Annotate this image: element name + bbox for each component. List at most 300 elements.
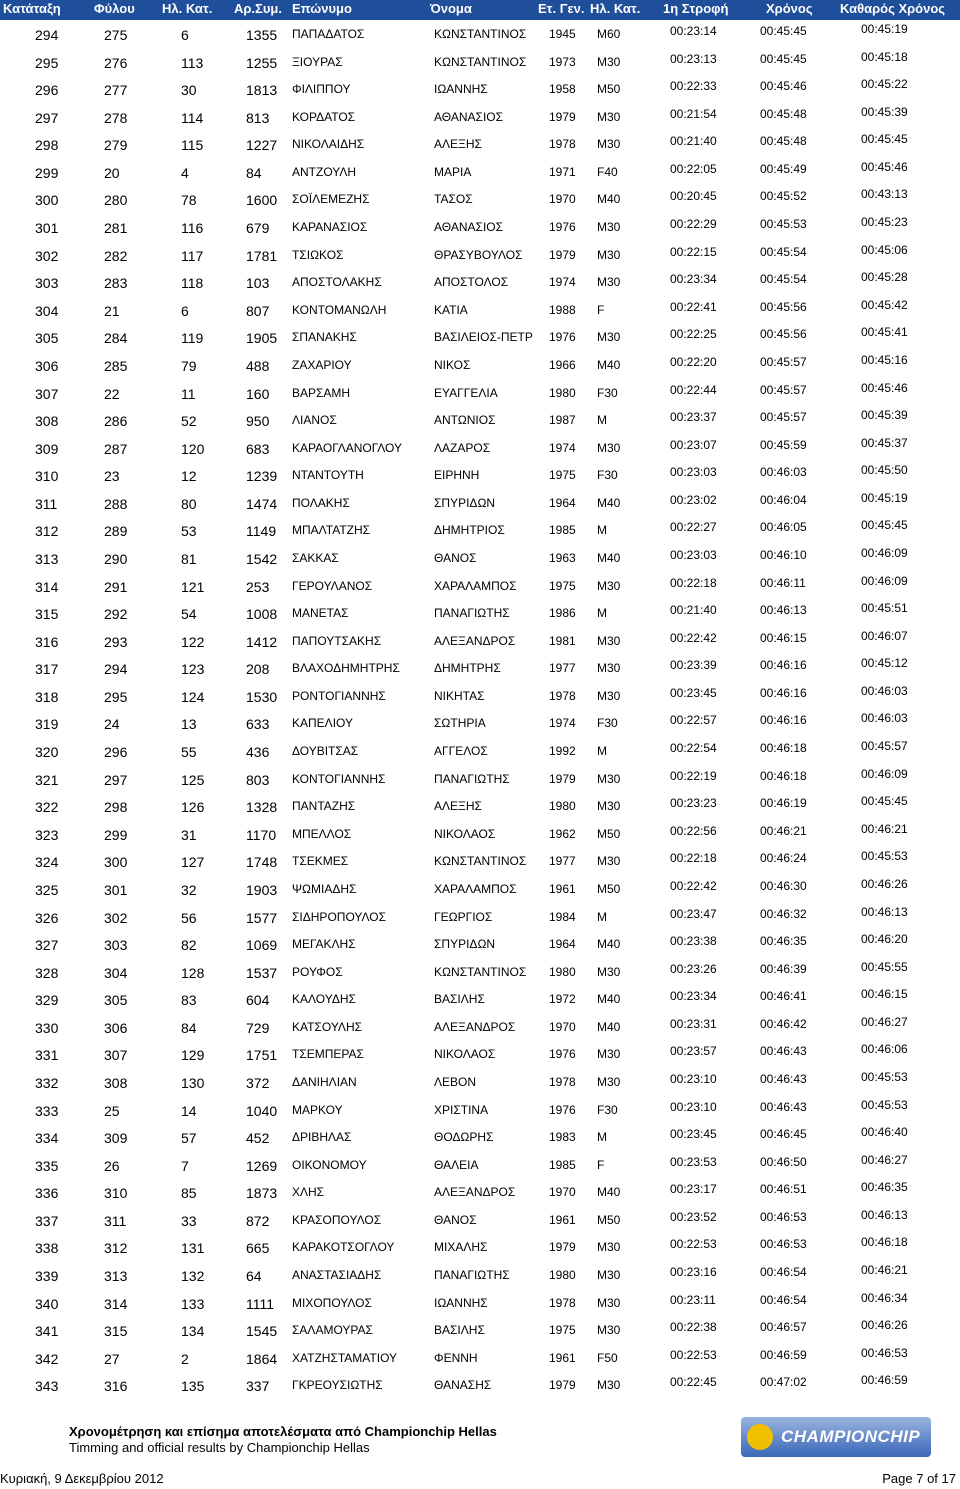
cell-time: 00:45:48 [760, 106, 807, 121]
cell-first-lap: 00:22:18 [670, 575, 717, 590]
cell-time: 00:46:32 [760, 906, 807, 921]
cell-age-cat: M30 [597, 247, 621, 262]
cell-net-time: 00:45:45 [861, 132, 908, 147]
cell-firstname: ΙΩΑΝΝΗΣ [434, 1295, 488, 1310]
cell-rank: 302 [35, 247, 59, 264]
cell-gender-rank: 308 [104, 1074, 128, 1091]
cell-age-cat: M30 [597, 1378, 621, 1393]
cell-bib: 803 [246, 771, 270, 788]
cell-birth-year: 1988 [549, 302, 576, 317]
cell-surname: ΛΙΑΝΟΣ [292, 413, 337, 428]
cell-rank: 333 [35, 1102, 59, 1119]
cell-net-time: 00:45:45 [861, 794, 908, 809]
cell-first-lap: 00:23:10 [670, 1071, 717, 1086]
cell-bib: 950 [246, 413, 270, 430]
cell-age-cat: M30 [597, 633, 621, 648]
table-row [0, 1372, 960, 1400]
table-row [0, 297, 960, 325]
cell-bib: 872 [246, 1212, 270, 1229]
cell-age-cat: M40 [597, 550, 621, 565]
cell-age-cat-rank: 79 [181, 357, 197, 374]
table-row [0, 1152, 960, 1180]
cell-age-cat: F50 [597, 1350, 618, 1365]
cell-age-cat: M50 [597, 1212, 621, 1227]
cell-bib: 436 [246, 744, 270, 761]
cell-gender-rank: 20 [104, 164, 120, 181]
cell-gender-rank: 25 [104, 1102, 120, 1119]
cell-rank: 330 [35, 1019, 59, 1036]
table-row [0, 21, 960, 49]
cell-time: 00:45:45 [760, 24, 807, 38]
cell-age-cat-rank: 53 [181, 523, 197, 540]
cell-surname: ΜΠΕΛΛΟΣ [292, 826, 352, 841]
cell-age-cat: M30 [597, 1047, 621, 1062]
cell-first-lap: 00:22:25 [670, 327, 717, 342]
cell-age-cat: F30 [597, 385, 618, 400]
cell-age-cat-rank: 113 [181, 54, 204, 71]
cell-rank: 313 [35, 550, 59, 567]
cell-birth-year: 1975 [549, 1323, 576, 1338]
cell-age-cat: M30 [597, 854, 621, 869]
cell-surname: ΠΑΠΑΔΑΤΟΣ [292, 27, 365, 41]
cell-bib: 1600 [246, 192, 278, 209]
cell-firstname: ΑΘΑΝΑΣΙΟΣ [434, 220, 504, 235]
cell-first-lap: 00:22:27 [670, 520, 717, 535]
cell-birth-year: 1980 [549, 799, 576, 814]
cell-rank: 310 [35, 468, 59, 485]
cell-bib: 64 [246, 1268, 262, 1285]
cell-bib: 1813 [246, 82, 278, 99]
cell-net-time: 00:46:13 [861, 904, 908, 919]
cell-first-lap: 00:23:17 [670, 1182, 717, 1197]
cell-surname: ΚΑΡΑΝΑΣΙΟΣ [292, 220, 368, 235]
cell-surname: ΦΙΛΙΠΠΟΥ [292, 82, 351, 97]
cell-surname: ΜΑΡΚΟΥ [292, 1102, 343, 1117]
championchip-logo [741, 1417, 931, 1457]
cell-gender-rank: 291 [104, 578, 128, 595]
table-row [0, 76, 960, 104]
cell-net-time: 00:46:26 [861, 1318, 908, 1333]
cell-firstname: ΑΛΕΞΗΣ [434, 799, 482, 814]
cell-birth-year: 1978 [549, 1074, 576, 1089]
cell-age-cat: M30 [597, 688, 621, 703]
table-row [0, 545, 960, 573]
cell-first-lap: 00:23:23 [670, 796, 717, 811]
cell-net-time: 00:46:03 [861, 711, 908, 726]
cell-gender-rank: 23 [104, 468, 120, 485]
cell-age-cat-rank: 82 [181, 937, 197, 954]
cell-gender-rank: 303 [104, 937, 128, 954]
cell-time: 00:46:24 [760, 851, 807, 866]
cell-time: 00:46:41 [760, 989, 807, 1004]
table-row [0, 628, 960, 656]
cell-gender-rank: 289 [104, 523, 128, 540]
cell-rank: 321 [35, 771, 59, 788]
cell-bib: 1355 [246, 27, 278, 43]
cell-age-cat: M40 [597, 937, 621, 952]
cell-surname: ΚΡΑΣΟΠΟΥΛΟΣ [292, 1212, 382, 1227]
cell-birth-year: 1986 [549, 606, 576, 621]
cell-age-cat-rank: 33 [181, 1212, 197, 1229]
cell-gender-rank: 27 [104, 1350, 120, 1367]
col-time: Χρόνος [766, 1, 813, 16]
cell-birth-year: 1976 [549, 330, 576, 345]
cell-net-time: 00:45:50 [861, 463, 908, 478]
col-birth-year: Ετ. Γεν. [538, 1, 585, 16]
cell-age-cat: M30 [597, 964, 621, 979]
cell-firstname: ΑΛΕΞΑΝΔΡΟΣ [434, 1185, 516, 1200]
cell-first-lap: 00:23:37 [670, 410, 717, 425]
cell-first-lap: 00:22:20 [670, 354, 717, 369]
cell-birth-year: 1963 [549, 550, 576, 565]
cell-firstname: ΑΝΤΩΝΙΟΣ [434, 413, 496, 428]
cell-rank: 298 [35, 137, 59, 154]
cell-first-lap: 00:23:34 [670, 989, 717, 1004]
table-row [0, 1345, 960, 1373]
cell-time: 00:46:59 [760, 1347, 807, 1362]
cell-first-lap: 00:22:41 [670, 299, 717, 314]
cell-time: 00:46:43 [760, 1099, 807, 1114]
cell-time: 00:46:16 [760, 713, 807, 728]
cell-age-cat-rank: 13 [181, 716, 197, 733]
table-row [0, 793, 960, 821]
cell-gender-rank: 315 [104, 1323, 128, 1340]
cell-age-cat-rank: 132 [181, 1268, 205, 1285]
cell-net-time: 00:46:09 [861, 545, 908, 560]
cell-age-cat: M30 [597, 1074, 621, 1089]
cell-time: 00:45:57 [760, 410, 807, 425]
cell-first-lap: 00:22:44 [670, 382, 717, 397]
cell-birth-year: 1961 [549, 881, 576, 896]
cell-age-cat-rank: 81 [181, 550, 197, 567]
cell-surname: ΣΙΔΗΡΟΠΟΥΛΟΣ [292, 909, 387, 924]
cell-time: 00:45:49 [760, 161, 807, 176]
cell-rank: 334 [35, 1130, 59, 1147]
cell-gender-rank: 302 [104, 909, 128, 926]
cell-birth-year: 1945 [549, 27, 576, 41]
cell-surname: ΜΠΑΛΤΑΤΖΗΣ [292, 523, 371, 538]
cell-birth-year: 1984 [549, 909, 576, 924]
cell-rank: 311 [35, 495, 58, 512]
page-number: Page 7 of 17 [882, 1471, 956, 1486]
cell-time: 00:46:10 [760, 547, 807, 562]
cell-bib: 1903 [246, 881, 278, 898]
cell-net-time: 00:45:23 [861, 215, 908, 230]
cell-net-time: 00:43:13 [861, 187, 908, 202]
cell-first-lap: 00:22:53 [670, 1237, 717, 1252]
cell-age-cat: M [597, 523, 607, 538]
cell-age-cat-rank: 119 [181, 330, 204, 347]
table-row [0, 1262, 960, 1290]
cell-gender-rank: 286 [104, 413, 128, 430]
cell-rank: 296 [35, 82, 59, 99]
cell-gender-rank: 293 [104, 633, 128, 650]
cell-age-cat-rank: 80 [181, 495, 197, 512]
championchip-mark-icon [747, 1424, 773, 1450]
cell-age-cat-rank: 120 [181, 440, 205, 457]
cell-rank: 304 [35, 302, 59, 319]
cell-birth-year: 1964 [549, 937, 576, 952]
cell-net-time: 00:46:53 [861, 1345, 908, 1360]
cell-firstname: ΚΑΤΙΑ [434, 302, 468, 317]
cell-gender-rank: 307 [104, 1047, 128, 1064]
cell-net-time: 00:45:55 [861, 959, 908, 974]
cell-age-cat-rank: 130 [181, 1074, 205, 1091]
cell-surname: ΠΑΝΤΑΖΗΣ [292, 799, 356, 814]
cell-gender-rank: 275 [104, 27, 128, 43]
cell-birth-year: 1976 [549, 1047, 576, 1062]
cell-gender-rank: 297 [104, 771, 128, 788]
cell-time: 00:46:15 [760, 630, 807, 645]
cell-bib: 1545 [246, 1323, 278, 1340]
cell-bib: 604 [246, 992, 270, 1009]
table-row [0, 1041, 960, 1069]
cell-gender-rank: 24 [104, 716, 120, 733]
cell-gender-rank: 312 [104, 1240, 128, 1257]
cell-net-time: 00:46:26 [861, 876, 908, 891]
cell-bib: 1530 [246, 688, 278, 705]
cell-gender-rank: 287 [104, 440, 128, 457]
cell-rank: 297 [35, 109, 59, 126]
cell-net-time: 00:46:59 [861, 1373, 908, 1388]
cell-age-cat-rank: 57 [181, 1130, 197, 1147]
cell-bib: 1873 [246, 1185, 278, 1202]
cell-age-cat-rank: 129 [181, 1047, 205, 1064]
cell-first-lap: 00:23:03 [670, 465, 717, 480]
cell-firstname: ΓΕΩΡΓΙΟΣ [434, 909, 493, 924]
cell-first-lap: 00:23:52 [670, 1209, 717, 1224]
cell-bib: 665 [246, 1240, 270, 1257]
cell-first-lap: 00:23:53 [670, 1154, 717, 1169]
cell-first-lap: 00:22:15 [670, 244, 717, 259]
cell-time: 00:45:57 [760, 382, 807, 397]
table-row [0, 904, 960, 932]
cell-birth-year: 1975 [549, 578, 576, 593]
cell-age-cat: M30 [597, 220, 621, 235]
cell-net-time: 00:45:22 [861, 77, 908, 92]
cell-age-cat-rank: 131 [181, 1240, 205, 1257]
cell-surname: ΚΑΤΣΟΥΛΗΣ [292, 1019, 363, 1034]
cell-bib: 103 [246, 275, 270, 292]
cell-surname: ΟΙΚΟΝΟΜΟΥ [292, 1157, 367, 1172]
cell-surname: ΒΑΡΣΑΜΗ [292, 385, 351, 400]
cell-age-cat: M30 [597, 1295, 621, 1310]
cell-time: 00:45:54 [760, 272, 807, 287]
cell-net-time: 00:46:27 [861, 1152, 908, 1167]
cell-surname: ΔΟΥΒΙΤΣΑΣ [292, 744, 359, 759]
cell-net-time: 00:46:35 [861, 1180, 908, 1195]
cell-time: 00:46:21 [760, 823, 807, 838]
cell-rank: 342 [35, 1350, 59, 1367]
cell-rank: 301 [35, 220, 59, 237]
cell-surname: ΣΑΛΑΜΟΥΡΑΣ [292, 1323, 373, 1338]
cell-gender-rank: 304 [104, 964, 128, 981]
cell-firstname: ΘΑΝΟΣ [434, 550, 477, 565]
cell-first-lap: 00:22:33 [670, 79, 717, 94]
cell-gender-rank: 316 [104, 1378, 128, 1395]
cell-first-lap: 00:23:38 [670, 934, 717, 949]
cell-age-cat-rank: 117 [181, 247, 204, 264]
cell-age-cat-rank: 128 [181, 964, 205, 981]
cell-rank: 299 [35, 164, 59, 181]
cell-net-time: 00:45:19 [861, 22, 908, 36]
cell-age-cat-rank: 78 [181, 192, 197, 209]
cell-age-cat-rank: 134 [181, 1323, 205, 1340]
cell-surname: ΜΑΝΕΤΑΣ [292, 606, 349, 621]
table-row [0, 49, 960, 77]
cell-gender-rank: 314 [104, 1295, 128, 1312]
cell-surname: ΡΟΝΤΟΓΙΑΝΝΗΣ [292, 688, 386, 703]
cell-age-cat-rank: 85 [181, 1185, 197, 1202]
cell-net-time: 00:45:42 [861, 297, 908, 312]
cell-birth-year: 1977 [549, 661, 576, 676]
cell-first-lap: 00:23:47 [670, 906, 717, 921]
cell-net-time: 00:46:06 [861, 1042, 908, 1057]
table-row [0, 159, 960, 187]
table-row [0, 242, 960, 270]
cell-firstname: ΝΙΚΟΛΑΟΣ [434, 1047, 496, 1062]
cell-net-time: 00:45:28 [861, 270, 908, 285]
cell-bib: 1474 [246, 495, 278, 512]
cell-age-cat: M40 [597, 1019, 621, 1034]
cell-gender-rank: 296 [104, 744, 128, 761]
cell-time: 00:45:48 [760, 134, 807, 149]
cell-age-cat-rank: 122 [181, 633, 205, 650]
cell-rank: 324 [35, 854, 59, 871]
cell-bib: 1577 [246, 909, 278, 926]
cell-net-time: 00:46:21 [861, 1263, 908, 1278]
cell-gender-rank: 295 [104, 688, 128, 705]
col-net-time: Καθαρός Χρόνος [840, 1, 946, 16]
cell-first-lap: 00:22:42 [670, 878, 717, 893]
cell-gender-rank: 281 [104, 220, 128, 237]
cell-first-lap: 00:22:53 [670, 1347, 717, 1362]
cell-surname: ΨΩΜΙΑΔΗΣ [292, 881, 357, 896]
cell-rank: 319 [35, 716, 59, 733]
cell-surname: ΔΡΙΒΗΛΑΣ [292, 1130, 352, 1145]
cell-surname: ΝΙΚΟΛΑΙΔΗΣ [292, 137, 365, 152]
cell-first-lap: 00:23:57 [670, 1044, 717, 1059]
cell-bib: 633 [246, 716, 270, 733]
cell-gender-rank: 301 [104, 881, 128, 898]
cell-net-time: 00:46:03 [861, 683, 908, 698]
cell-rank: 335 [35, 1157, 59, 1174]
cell-firstname: ΘΡΑΣΥΒΟΥΛΟΣ [434, 247, 523, 262]
col-first-lap: 1η Στροφή [663, 1, 729, 16]
cell-bib: 1149 [246, 523, 277, 540]
cell-age-cat: M [597, 413, 607, 428]
cell-birth-year: 1976 [549, 220, 576, 235]
table-row [0, 738, 960, 766]
cell-rank: 340 [35, 1295, 59, 1312]
cell-bib: 1905 [246, 330, 278, 347]
cell-rank: 325 [35, 881, 59, 898]
cell-firstname: ΝΙΚΟΣ [434, 357, 471, 372]
cell-firstname: ΘΟΔΩΡΗΣ [434, 1130, 494, 1145]
cell-age-cat-rank: 31 [181, 826, 197, 843]
cell-net-time: 00:46:27 [861, 1014, 908, 1029]
cell-firstname: ΚΩΝΣΤΑΝΤΙΝΟΣ [434, 964, 527, 979]
table-row [0, 1207, 960, 1235]
cell-bib: 208 [246, 661, 270, 678]
cell-rank: 332 [35, 1074, 59, 1091]
cell-first-lap: 00:23:13 [670, 51, 717, 66]
cell-firstname: ΘΑΛΕΙΑ [434, 1157, 479, 1172]
cell-first-lap: 00:22:45 [670, 1375, 717, 1390]
cell-age-cat-rank: 84 [181, 1019, 197, 1036]
cell-surname: ΔΑΝΙΗΛΙΑΝ [292, 1074, 357, 1089]
cell-rank: 300 [35, 192, 59, 209]
cell-rank: 328 [35, 964, 59, 981]
cell-rank: 317 [35, 661, 59, 678]
table-row [0, 269, 960, 297]
cell-first-lap: 00:23:02 [670, 492, 717, 507]
cell-net-time: 00:45:53 [861, 1097, 908, 1112]
cell-bib: 1040 [246, 1102, 278, 1119]
cell-age-cat: F30 [597, 716, 618, 731]
table-row [0, 131, 960, 159]
cell-birth-year: 1970 [549, 1185, 576, 1200]
cell-surname: ΠΑΠΟΥΤΣΑΚΗΣ [292, 633, 382, 648]
cell-birth-year: 1987 [549, 413, 576, 428]
cell-first-lap: 00:23:16 [670, 1265, 717, 1280]
cell-age-cat-rank: 2 [181, 1350, 189, 1367]
cell-rank: 331 [35, 1047, 59, 1064]
cell-surname: ΑΝΑΣΤΑΣΙΑΔΗΣ [292, 1268, 382, 1283]
cell-bib: 1227 [246, 137, 278, 154]
table-row [0, 959, 960, 987]
table-row [0, 600, 960, 628]
cell-surname: ΣΟΪΛΕΜΕΖΗΣ [292, 192, 370, 207]
cell-rank: 305 [35, 330, 59, 347]
cell-gender-rank: 300 [104, 854, 128, 871]
cell-birth-year: 1979 [549, 1240, 576, 1255]
cell-time: 00:45:56 [760, 299, 807, 314]
cell-rank: 294 [35, 27, 59, 43]
cell-age-cat: M50 [597, 82, 621, 97]
cell-time: 00:45:52 [760, 189, 807, 204]
cell-firstname: ΒΑΣΙΛΕΙΟΣ-ΠΕΤΡ [434, 330, 533, 345]
cell-first-lap: 00:23:39 [670, 658, 717, 673]
cell-birth-year: 1978 [549, 137, 576, 152]
cell-surname: ΚΑΠΕΛΙΟΥ [292, 716, 353, 731]
cell-age-cat-rank: 52 [181, 413, 197, 430]
table-row [0, 214, 960, 242]
cell-time: 00:46:43 [760, 1044, 807, 1059]
cell-birth-year: 1978 [549, 1295, 576, 1310]
cell-age-cat: M30 [597, 1323, 621, 1338]
cell-time: 00:46:19 [760, 796, 807, 811]
cell-net-time: 00:45:06 [861, 242, 908, 257]
cell-firstname: ΘΑΝΑΣΗΣ [434, 1378, 492, 1393]
cell-surname: ΚΑΛΟΥΔΗΣ [292, 992, 356, 1007]
cell-bib: 452 [246, 1130, 270, 1147]
cell-age-cat: M [597, 1130, 607, 1145]
cell-time: 00:46:54 [760, 1265, 807, 1280]
cell-bib: 807 [246, 302, 270, 319]
table-row [0, 655, 960, 683]
cell-birth-year: 1992 [549, 744, 576, 759]
cell-age-cat: F30 [597, 1102, 618, 1117]
cell-birth-year: 1964 [549, 495, 576, 510]
cell-first-lap: 00:23:14 [670, 24, 717, 38]
cell-birth-year: 1974 [549, 275, 576, 290]
cell-firstname: ΧΑΡΑΛΑΜΠΟΣ [434, 881, 517, 896]
cell-birth-year: 1972 [549, 992, 576, 1007]
cell-firstname: ΜΑΡΙΑ [434, 164, 472, 179]
cell-bib: 1412 [246, 633, 278, 650]
cell-first-lap: 00:22:29 [670, 217, 717, 232]
